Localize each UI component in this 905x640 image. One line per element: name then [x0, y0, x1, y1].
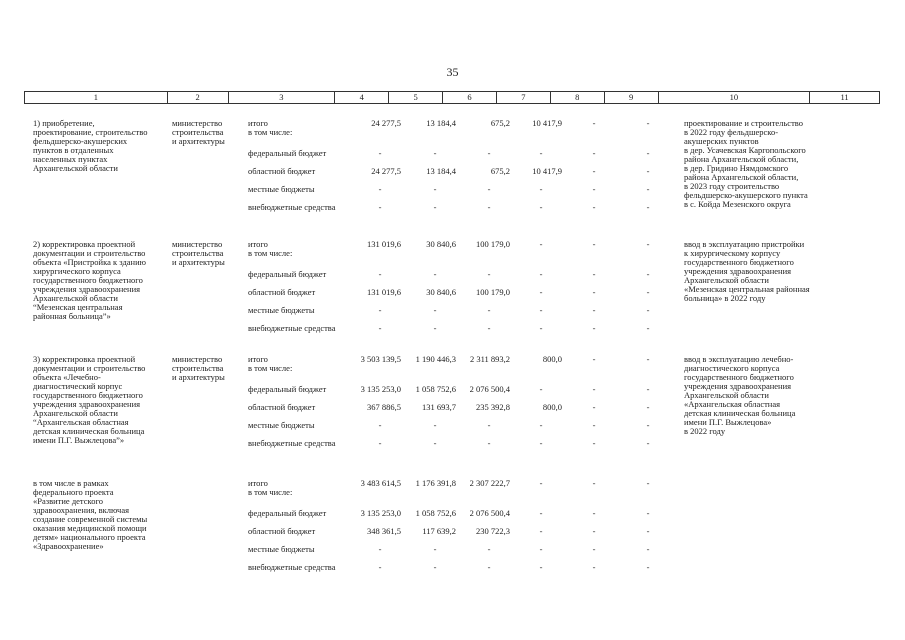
responsible-executor-line: и архитектуры: [172, 372, 225, 382]
page-number: 35: [446, 65, 459, 79]
value-cell: -: [539, 305, 543, 315]
value-cell: 30 840,6: [426, 287, 456, 297]
value-cell: -: [378, 323, 382, 333]
value-cell: -: [592, 508, 596, 518]
value-cell: -: [487, 305, 491, 315]
value-cell: -: [592, 184, 596, 194]
value-cell: -: [592, 544, 596, 554]
budget-source-label: в том числе:: [248, 248, 293, 258]
value-cell: -: [539, 269, 543, 279]
value-cell: -: [487, 323, 491, 333]
value-cell: -: [539, 202, 543, 212]
budget-source-label: в том числе:: [248, 487, 293, 497]
value-cell: -: [646, 562, 650, 572]
value-cell: -: [592, 166, 596, 176]
value-cell: -: [378, 420, 382, 430]
value-cell: 2 307 222,7: [469, 478, 510, 488]
budget-source-label: областной бюджет: [248, 402, 316, 412]
expected-result-line: государственного бюджетного: [684, 257, 794, 267]
value-cell: 131 019,6: [367, 239, 401, 249]
item-description-line: оказания медицинской помощи: [33, 523, 147, 533]
value-cell: -: [487, 148, 491, 158]
expected-result-line: к хирургическому корпусу: [684, 248, 781, 258]
value-cell: 131 019,6: [367, 287, 401, 297]
item-description-line: 1) приобретение,: [33, 118, 95, 128]
item-description-line: Архангельской области: [33, 408, 118, 418]
value-cell: -: [646, 287, 650, 297]
value-cell: 1 058 752,6: [415, 508, 456, 518]
responsible-executor-line: строительства: [172, 363, 224, 373]
value-cell: -: [646, 508, 650, 518]
responsible-executor-line: строительства: [172, 248, 224, 258]
budget-source-label: местные бюджеты: [248, 544, 315, 554]
item-description-line: учреждения здравоохранения: [33, 284, 141, 294]
value-cell: 800,0: [542, 402, 562, 412]
value-cell: -: [646, 184, 650, 194]
budget-source-label: федеральный бюджет: [248, 269, 327, 279]
value-cell: 13 184,4: [426, 166, 456, 176]
value-cell: -: [592, 562, 596, 572]
value-cell: -: [646, 478, 650, 488]
item-description-line: в том числе в рамках: [33, 478, 109, 488]
item-description-line: «Здравоохранение»: [33, 541, 104, 551]
value-cell: 131 693,7: [422, 402, 456, 412]
item-description-line: Архангельской области: [33, 163, 118, 173]
value-cell: -: [539, 384, 543, 394]
value-cell: 367 886,5: [367, 402, 401, 412]
value-cell: 2 076 500,4: [469, 384, 510, 394]
value-cell: -: [433, 420, 437, 430]
value-cell: -: [539, 239, 543, 249]
budget-source-label: в том числе:: [248, 127, 293, 137]
item-description-line: “Архангельская областная: [33, 417, 129, 427]
item-description-line: федерального проекта: [33, 487, 114, 497]
value-cell: 675,2: [490, 118, 510, 128]
expected-result-line: ввод в эксплуатацию пристройки: [684, 239, 805, 249]
value-cell: -: [646, 354, 650, 364]
value-cell: -: [592, 287, 596, 297]
expected-result-line: акушерских пунктов: [684, 136, 759, 146]
expected-result-line: Архангельской области: [684, 275, 769, 285]
expected-result-line: в 2022 году: [684, 426, 726, 436]
item-description-line: документации и строительство: [33, 363, 146, 373]
expected-result-line: в 2022 году фельдшерско-: [684, 127, 779, 137]
value-cell: -: [592, 438, 596, 448]
value-cell: -: [433, 544, 437, 554]
value-cell: -: [487, 438, 491, 448]
expected-result-line: района Архангельской области,: [684, 172, 799, 182]
item-description-line: детская клиническая больница: [33, 426, 145, 436]
value-cell: -: [539, 420, 543, 430]
value-cell: -: [433, 184, 437, 194]
expected-result-line: района Архангельской области,: [684, 154, 799, 164]
value-cell: 348 361,5: [367, 526, 401, 536]
value-cell: -: [539, 508, 543, 518]
budget-source-label: внебюджетные средства: [248, 562, 336, 572]
value-cell: -: [646, 166, 650, 176]
value-cell: -: [646, 384, 650, 394]
value-cell: -: [592, 323, 596, 333]
value-cell: -: [487, 562, 491, 572]
expected-result-line: имени П.Г. Выжлецова»: [684, 417, 772, 427]
expected-result-line: Архангельской области: [684, 390, 769, 400]
header-col-9: 9: [605, 92, 659, 103]
header-col-3: 3: [229, 92, 336, 103]
header-col-11: 11: [840, 92, 849, 102]
budget-source-label: итого: [248, 478, 268, 488]
item-description-line: 2) корректировка проектной: [33, 239, 136, 249]
value-cell: 30 840,6: [426, 239, 456, 249]
value-cell: -: [646, 148, 650, 158]
value-cell: -: [378, 544, 382, 554]
value-cell: -: [539, 184, 543, 194]
responsible-executor-line: и архитектуры: [172, 257, 225, 267]
item-description-line: хирургического корпуса: [33, 266, 121, 276]
value-cell: -: [646, 323, 650, 333]
expected-result-line: в дер. Гридино Нямдомского: [684, 163, 789, 173]
value-cell: -: [592, 420, 596, 430]
item-description-line: имени П.Г. Выжлецова”»: [33, 435, 125, 445]
budget-source-label: внебюджетные средства: [248, 202, 336, 212]
header-col-8: 8: [551, 92, 605, 103]
item-description-line: здравоохранения, включая: [33, 505, 130, 515]
budget-source-label: местные бюджеты: [248, 184, 315, 194]
item-description-line: государственного бюджетного: [33, 275, 143, 285]
responsible-executor-line: министерство: [172, 118, 223, 128]
budget-source-label: внебюджетные средства: [248, 323, 336, 333]
item-description-line: Архангельской области: [33, 293, 118, 303]
value-cell: -: [378, 269, 382, 279]
value-cell: 1 176 391,8: [415, 478, 456, 488]
value-cell: -: [646, 420, 650, 430]
value-cell: 117 639,2: [422, 526, 456, 536]
item-description-line: населенных пунктах: [33, 154, 108, 164]
expected-result-line: в с. Койда Мезенского округа: [684, 199, 791, 209]
value-cell: 2 076 500,4: [469, 508, 510, 518]
value-cell: 2 311 893,2: [469, 354, 510, 364]
value-cell: 1 190 446,3: [415, 354, 456, 364]
value-cell: -: [592, 402, 596, 412]
value-cell: 1 058 752,6: [415, 384, 456, 394]
value-cell: -: [487, 202, 491, 212]
responsible-executor-line: строительства: [172, 127, 224, 137]
value-cell: -: [646, 544, 650, 554]
value-cell: -: [487, 420, 491, 430]
value-cell: -: [646, 402, 650, 412]
value-cell: -: [539, 323, 543, 333]
header-col-7: 7: [497, 92, 551, 103]
item-description-line: диагностический корпус: [33, 381, 123, 391]
budget-source-label: федеральный бюджет: [248, 148, 327, 158]
expected-result-line: ввод в эксплуатацию лечебно-: [684, 354, 794, 364]
header-col-5: 5: [389, 92, 443, 103]
item-description-line: проектирование, строительство: [33, 127, 148, 137]
table-header-row: [24, 91, 880, 104]
item-description-line: объекта «Пристройка к зданию: [33, 257, 146, 267]
budget-source-label: федеральный бюджет: [248, 508, 327, 518]
value-cell: -: [378, 148, 382, 158]
value-cell: 24 277,5: [371, 166, 401, 176]
value-cell: 13 184,4: [426, 118, 456, 128]
expected-result-line: «Архангельская областная: [684, 399, 781, 409]
value-cell: -: [539, 148, 543, 158]
value-cell: -: [539, 478, 543, 488]
value-cell: -: [592, 202, 596, 212]
value-cell: -: [539, 287, 543, 297]
budget-source-label: местные бюджеты: [248, 305, 315, 315]
value-cell: 3 503 139,5: [360, 354, 401, 364]
item-description-line: документации и строительство: [33, 248, 146, 258]
value-cell: -: [433, 269, 437, 279]
value-cell: -: [433, 202, 437, 212]
value-cell: -: [646, 118, 650, 128]
budget-source-label: внебюджетные средства: [248, 438, 336, 448]
item-description-line: детям» национального проекта: [33, 532, 146, 542]
value-cell: -: [646, 305, 650, 315]
item-description-line: фельдшерско-акушерских: [33, 136, 128, 146]
expected-result-line: детская клиническая больница: [684, 408, 796, 418]
responsible-executor-line: и архитектуры: [172, 136, 225, 146]
value-cell: -: [378, 438, 382, 448]
value-cell: 3 135 253,0: [360, 384, 401, 394]
budget-source-label: итого: [248, 354, 268, 364]
value-cell: -: [487, 544, 491, 554]
value-cell: -: [592, 384, 596, 394]
value-cell: 235 392,8: [476, 402, 510, 412]
header-col-1: 1: [25, 92, 168, 103]
expected-result-line: фельдшерско-акушерского пункта: [684, 190, 808, 200]
expected-result-line: государственного бюджетного: [684, 372, 794, 382]
expected-result-line: в дер. Усачевская Каргопольского: [684, 145, 806, 155]
item-description-line: районная больница”»: [33, 311, 111, 321]
item-description-line: объекта «Лечебно-: [33, 372, 101, 382]
value-cell: -: [592, 239, 596, 249]
value-cell: -: [539, 438, 543, 448]
value-cell: 10 417,9: [532, 166, 562, 176]
value-cell: 100 179,0: [476, 287, 510, 297]
item-description-line: государственного бюджетного: [33, 390, 143, 400]
value-cell: -: [378, 562, 382, 572]
value-cell: -: [433, 148, 437, 158]
value-cell: -: [539, 526, 543, 536]
value-cell: -: [592, 354, 596, 364]
expected-result-line: больница» в 2022 году: [684, 293, 766, 303]
value-cell: -: [646, 438, 650, 448]
budget-source-label: областной бюджет: [248, 166, 316, 176]
value-cell: -: [487, 184, 491, 194]
budget-source-label: местные бюджеты: [248, 420, 315, 430]
item-description-line: пунктов в отдаленных: [33, 145, 114, 155]
expected-result-line: в 2023 году строительство: [684, 181, 780, 191]
item-description-line: “Мезенская центральная: [33, 302, 123, 312]
value-cell: -: [433, 438, 437, 448]
expected-result-line: «Мезенская центральная районная: [684, 284, 810, 294]
value-cell: -: [539, 562, 543, 572]
value-cell: 3 483 614,5: [360, 478, 401, 488]
value-cell: -: [378, 202, 382, 212]
budget-source-label: федеральный бюджет: [248, 384, 327, 394]
responsible-executor-line: министерство: [172, 239, 223, 249]
item-description-line: учреждения здравоохранения: [33, 399, 141, 409]
header-col-10: 10: [659, 92, 811, 103]
value-cell: -: [433, 305, 437, 315]
value-cell: -: [378, 305, 382, 315]
value-cell: 10 417,9: [532, 118, 562, 128]
value-cell: 675,2: [490, 166, 510, 176]
value-cell: -: [646, 526, 650, 536]
header-col-4: 4: [335, 92, 389, 103]
value-cell: -: [592, 526, 596, 536]
item-description-line: создание современной системы: [33, 514, 148, 524]
budget-source-label: итого: [248, 118, 268, 128]
value-cell: -: [592, 478, 596, 488]
expected-result-line: проектирование и строительство: [684, 118, 803, 128]
expected-result-line: диагностического корпуса: [684, 363, 780, 373]
item-description-line: 3) корректировка проектной: [33, 354, 136, 364]
value-cell: -: [592, 305, 596, 315]
header-col-2: 2: [168, 92, 229, 103]
value-cell: -: [539, 544, 543, 554]
value-cell: -: [592, 118, 596, 128]
value-cell: -: [646, 239, 650, 249]
value-cell: -: [592, 269, 596, 279]
value-cell: 24 277,5: [371, 118, 401, 128]
value-cell: 3 135 253,0: [360, 508, 401, 518]
value-cell: 800,0: [542, 354, 562, 364]
item-description-line: «Развитие детского: [33, 496, 103, 506]
value-cell: -: [433, 323, 437, 333]
value-cell: -: [592, 148, 596, 158]
value-cell: 100 179,0: [476, 239, 510, 249]
budget-source-label: итого: [248, 239, 268, 249]
responsible-executor-line: министерство: [172, 354, 223, 364]
expected-result-line: учреждения здравоохранения: [684, 266, 792, 276]
header-col-6: 6: [443, 92, 497, 103]
value-cell: -: [487, 269, 491, 279]
budget-source-label: областной бюджет: [248, 287, 316, 297]
value-cell: -: [378, 184, 382, 194]
expected-result-line: учреждения здравоохранения: [684, 381, 792, 391]
value-cell: 230 722,3: [476, 526, 510, 536]
value-cell: -: [646, 269, 650, 279]
budget-source-label: областной бюджет: [248, 526, 316, 536]
budget-source-label: в том числе:: [248, 363, 293, 373]
value-cell: -: [646, 202, 650, 212]
value-cell: -: [433, 562, 437, 572]
